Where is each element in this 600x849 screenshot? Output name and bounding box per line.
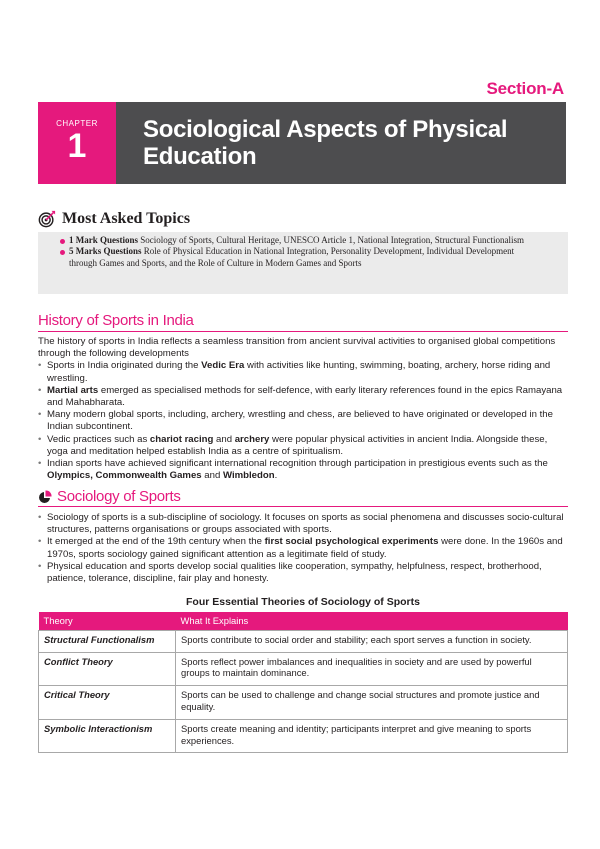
most-asked-heading — [38, 210, 190, 228]
explains-cell: Sports reflect power imbalances and inequalities in society and are used by powerful groups to maintain dominance. — [176, 652, 568, 686]
sociology-heading-text: Sociology of Sports — [57, 488, 181, 505]
table-row — [39, 719, 568, 753]
theory-cell: Structural Functionalism — [39, 630, 176, 652]
chapter-label: CHAPTER — [56, 119, 98, 128]
topic-text: Role of Physical Education in National Integration, Personality Development, Individual Development through Games and Sports, and the Role of Culture in Modern Games and Sports — [69, 246, 515, 268]
list-item: • Indian sports have achieved significant international recognition through participation in prestigious events such as the Olympics, Commonwealth Games and Wimbledon. — [38, 458, 564, 482]
theory-cell: Symbolic Interactionism — [39, 719, 176, 753]
history-heading: History of Sports in India — [38, 312, 194, 329]
list-item: • Many modern global sports, including, archery, wrestling and chess, are believed to have originated or developed in the Indian subcontinent. — [38, 409, 564, 433]
theories-table — [38, 612, 568, 753]
heading-rule — [38, 506, 568, 507]
chapter-title-bar — [116, 102, 566, 184]
sociology-body — [38, 512, 564, 585]
sociology-heading — [38, 488, 181, 505]
most-asked-heading-text: Most Asked Topics — [62, 210, 191, 227]
chapter-title: Sociological Aspects of Physical Education — [143, 116, 508, 170]
history-intro: The history of sports in India reflects a seamless transition from ancient survival activities to organised global competitions through the following developments — [38, 336, 556, 360]
heading-rule — [38, 331, 568, 332]
column-header: What It Explains — [176, 612, 568, 630]
table-header-row — [39, 612, 568, 630]
list-item: • Sociology of sports is a sub-discipline of sociology. It focuses on sports as social phenomena and discusses socio-cultural structures, patterns organisations or groups associated with sports. — [38, 512, 564, 536]
topic-label: 5 Marks Questions — [69, 246, 142, 257]
list-item: • Physical education and sports develop social qualities like cooperation, sympathy, helpfulness, respect, brotherhood, patience, tolerance, discipline, fair play and honesty. — [38, 561, 564, 585]
most-asked-box — [38, 232, 568, 294]
list-item — [60, 246, 568, 269]
table-title: Four Essential Theories of Sociology of Sports — [186, 596, 420, 608]
pie-chart-icon — [38, 490, 52, 504]
list-item: • It emerged at the end of the 19th century when the first social psychological experiments were done. In the 1960s and 1970s, sports sociology gained significant attention as a legitimate field of study. — [38, 536, 564, 560]
list-item: • Martial arts emerged as specialised methods for self-defence, with early literary references found in the epics Ramayana and Mahabharata. — [38, 385, 564, 409]
list-item — [60, 235, 568, 246]
theory-cell: Conflict Theory — [39, 652, 176, 686]
section-label: Section-A — [486, 79, 564, 98]
theory-cell: Critical Theory — [39, 686, 176, 720]
chapter-badge — [38, 102, 116, 184]
history-body — [38, 336, 564, 482]
table-row — [39, 686, 568, 720]
topic-text: Sociology of Sports, Cultural Heritage, UNESCO Article 1, National Integration, Structural Functionalism — [138, 235, 524, 245]
explains-cell: Sports create meaning and identity; participants interpret and give meaning to sports experiences. — [176, 719, 568, 753]
column-header: Theory — [39, 612, 176, 630]
list-item: • Vedic practices such as chariot racing and archery were popular physical activities in ancient India. Alongside these, yoga and meditation helped establish India as a centre of spiritualism. — [38, 434, 564, 458]
explains-cell: Sports contribute to social order and stability; each sport serves a function in society. — [176, 630, 568, 652]
chapter-number: 1 — [67, 127, 87, 165]
target-icon — [38, 210, 56, 228]
list-item: • Sports in India originated during the Vedic Era with activities like hunting, swimming, boating, archery, horse riding and wrestling. — [38, 360, 564, 384]
table-row — [39, 652, 568, 686]
explains-cell: Sports can be used to challenge and change social structures and promote justice and equality. — [176, 686, 568, 720]
topic-label: 1 Mark Questions — [69, 235, 139, 245]
table-row — [39, 630, 568, 652]
